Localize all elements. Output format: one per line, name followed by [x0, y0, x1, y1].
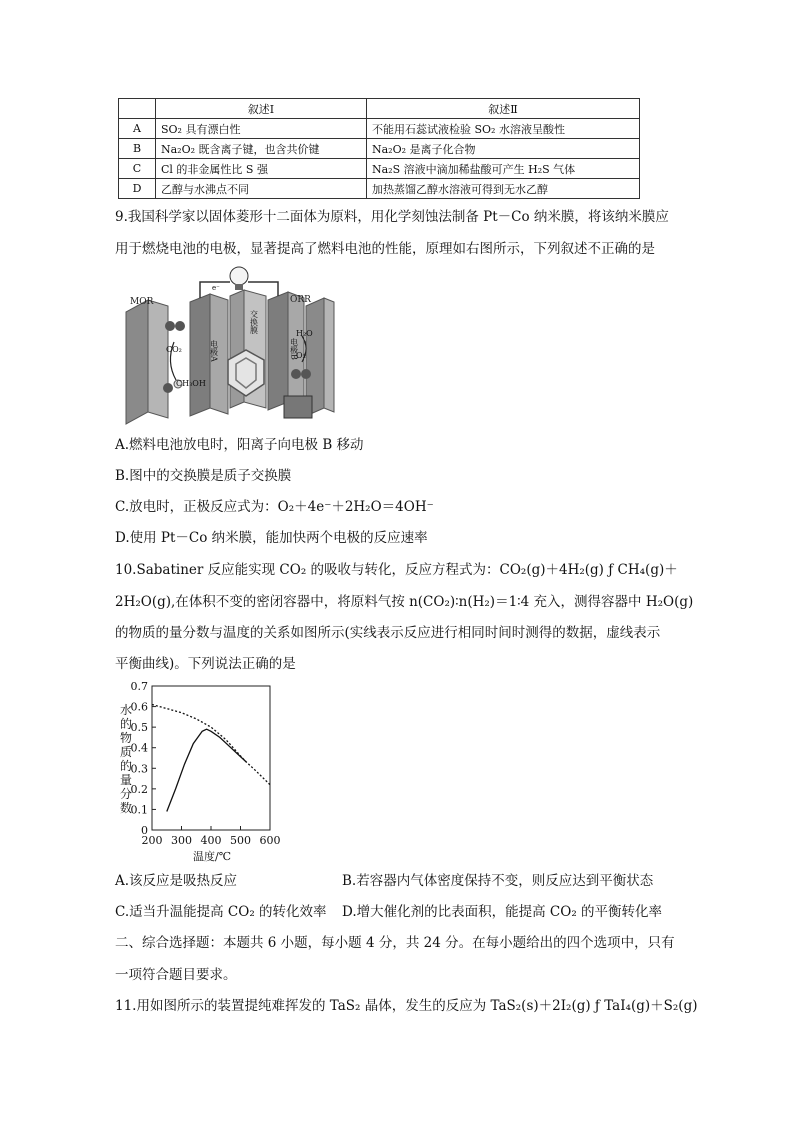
ch3oh-label: CH₃OH [176, 379, 206, 388]
equilibrium-curve [152, 705, 270, 785]
table-header: 叙述Ⅱ [367, 99, 640, 119]
section-2-heading-line-2: 一项符合题目要求。 [115, 967, 237, 983]
table-cell: 乙醇与水沸点不同 [156, 179, 367, 199]
y-tick-label: 0.1 [130, 803, 148, 817]
electron-label: e⁻ [212, 284, 220, 292]
o2-label: O₂ [296, 351, 306, 360]
x-tick-label: 300 [171, 834, 192, 847]
y-tick-label: 0 [141, 824, 148, 837]
electrode-b-label: 电极B [289, 338, 299, 360]
q10-option-b: B.若容器内气体密度保持不变，则反应达到平衡状态 [342, 873, 654, 889]
table-cell: Na₂O₂ 是离子化合物 [367, 139, 640, 159]
y-tick-label: 0.7 [130, 680, 148, 693]
q10-option-a: A.该反应是吸热反应 [115, 873, 238, 889]
electrode-a-label: 电极A [209, 340, 219, 362]
table-cell: 加热蒸馏乙醇水溶液可得到无水乙醇 [367, 179, 640, 199]
q9-option-a: A.燃料电池放电时，阳离子向电极 B 移动 [115, 437, 364, 453]
q9-option-d: D.使用 Pt－Co 纳米膜，能加快两个电极的反应速率 [115, 530, 428, 546]
table-cell: 不能用石蕊试液检验 SO₂ 水溶液呈酸性 [367, 119, 640, 139]
chart-frame [152, 686, 270, 830]
q10-stem-line-2: 2H₂O(g),在体积不变的密闭容器中，将原料气按 n(CO₂)∶n(H₂)＝1∶4 充入，测得容器中 H₂O(g) [115, 594, 694, 610]
q11-stem-line-1: 11.用如图所示的装置提纯难挥发的 TaS₂ 晶体，发生的反应为 TaS₂(s)＋2I₂(g) ƒ TaI₄(g)＋S₂(g) [115, 998, 698, 1014]
mor-label: MOR [130, 297, 154, 307]
chart-xlabel: 温度/℃ [192, 850, 232, 863]
q10-stem-line-4: 平衡曲线)。下列说法正确的是 [115, 656, 296, 672]
table-row [119, 119, 640, 139]
table-cell: C [119, 159, 156, 179]
table-header: 叙述Ⅰ [156, 99, 367, 119]
orr-label: ORR [290, 295, 311, 305]
q10-option-d: D.增大催化剂的比表面积，能提高 CO₂ 的平衡转化率 [342, 904, 663, 920]
co2-label: CO₂ [166, 345, 182, 354]
table-cell: D [119, 179, 156, 199]
q9-stem-line-2: 用于燃烧电池的电极，显著提高了燃料电池的性能，原理如右图所示，下列叙述不正确的是 [115, 241, 655, 257]
chart-ylabel: 水的物质的量分数 [120, 703, 133, 815]
x-tick-label: 500 [230, 834, 251, 847]
table-cell: A [119, 119, 156, 139]
table-header [119, 99, 156, 119]
table-cell: Cl 的非金属性比 S 强 [156, 159, 367, 179]
section-2-heading-line-1: 二、综合选择题：本题共 6 小题，每小题 4 分，共 24 分。在每小题给出的四个选项中，只有 [115, 935, 675, 951]
table-header-row [119, 99, 640, 119]
q10-option-c: C.适当升温能提高 CO₂ 的转化效率 [115, 904, 327, 920]
fuel-cell-diagram [118, 262, 338, 430]
water-fraction-chart [110, 676, 290, 866]
table-cell: B [119, 139, 156, 159]
y-tick-label: 0.2 [130, 782, 148, 796]
table-row [119, 179, 640, 199]
q9-stem-line-1: 9.我国科学家以固体菱形十二面体为原料，用化学刻蚀法制备 Pt－Co 纳米膜，将该纳米膜应 [115, 209, 669, 225]
table-cell: Na₂S 溶液中滴加稀盐酸可产生 H₂S 气体 [367, 159, 640, 179]
table-cell: SO₂ 具有漂白性 [156, 119, 367, 139]
q10-stem-line-1: 10.Sabatiner 反应能实现 CO₂ 的吸收与转化，反应方程式为：CO₂(g)＋4H₂(g) ƒ CH₄(g)＋ [115, 562, 678, 578]
x-tick-label: 400 [200, 834, 222, 847]
y-tick-label: 0.4 [130, 741, 148, 755]
h2o-label: H₂O [296, 329, 313, 338]
q10-stem-line-3: 的物质的量分数与温度的关系如图所示(实线表示反应进行相同时间时测得的数据，虚线表示 [115, 625, 661, 641]
membrane-label: 交换膜 [249, 310, 259, 334]
q9-option-b: B.图中的交换膜是质子交换膜 [115, 468, 292, 484]
y-tick-label: 0.5 [130, 721, 148, 735]
table-row [119, 159, 640, 179]
q9-option-c: C.放电时，正极反应式为：O₂＋4e⁻＋2H₂O＝4OH⁻ [115, 499, 434, 515]
x-tick-label: 600 [259, 834, 281, 847]
x-tick-label: 200 [141, 834, 163, 847]
y-tick-label: 0.6 [130, 700, 148, 714]
y-tick-label: 0.3 [130, 762, 148, 776]
table-row [119, 139, 640, 159]
measured-curve [167, 729, 247, 811]
statement-table [118, 98, 640, 199]
table-cell: Na₂O₂ 既含离子键，也含共价键 [156, 139, 367, 159]
